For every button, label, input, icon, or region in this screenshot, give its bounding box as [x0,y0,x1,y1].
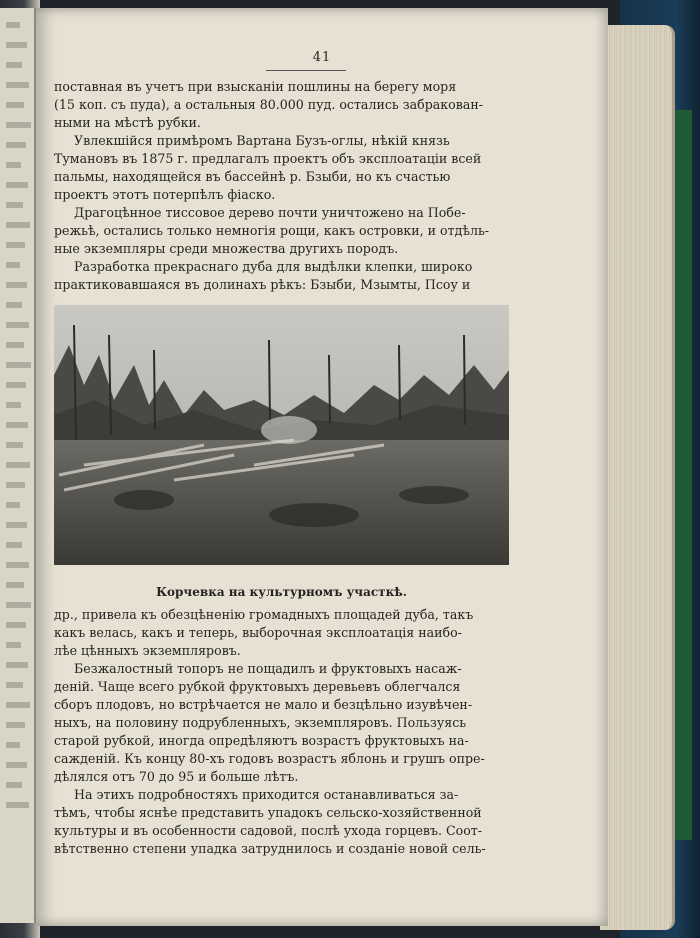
ghost-text-line [6,102,24,108]
bookmark-ribbon [674,110,692,840]
text-line: дѣлялся отъ 70 до 95 и больше лѣтъ. [54,769,299,784]
ghost-text-line [6,682,23,688]
ghost-text-line [6,662,28,668]
page-block-edges [600,25,675,930]
text-line: вѣтственно степени упадка затруднилось и созданіе новой сель- [54,841,486,856]
text-line: сажденій. Къ концу 80-хъ годовъ возрастъ яблонь и грушъ опре- [54,751,485,766]
ghost-text-line [6,502,20,508]
text-line: Разработка прекраснаго дуба для выдѣлки клепки, широко [74,259,473,274]
text-line: лѣе цѣнныхъ экземпляровъ. [54,643,241,658]
ghost-text-line [6,242,25,248]
ghost-text-line [6,382,26,388]
text-line: На этихъ подробностяхъ приходится останавливаться за- [74,787,459,802]
forest-clearing-photo [54,305,509,565]
ghost-text-line [6,642,21,648]
header-rule [266,70,346,71]
text-line: практиковавшаяся въ долинахъ рѣкъ: Бзыби, Мзымты, Псоу и [54,277,471,292]
text-line: какъ велась, какъ и теперь, выборочная эксплоатація наибо- [54,625,462,640]
ghost-text-line [6,582,24,588]
ghost-text-line [6,482,25,488]
ghost-text-line [6,262,20,268]
ghost-text-line [6,722,25,728]
text-line: Увлекшійся примѣромъ Вартана Бузъ-оглы, нѣкій князь [74,133,450,148]
text-line: (15 коп. съ пуда), а остальныя 80.000 пуд. остались забракован- [54,97,483,112]
ghost-text-line [6,522,27,528]
ghost-text-line [6,442,23,448]
ghost-text-line [6,362,31,368]
photo-caption: Корчевка на культурномъ участкѣ. [156,585,407,599]
ghost-text-line [6,162,21,168]
ghost-text-line [6,782,22,788]
ghost-text-line [6,22,20,28]
ghost-text-line [6,222,30,228]
text-line: ными на мѣстѣ рубки. [54,115,201,130]
text-line: Тумановъ въ 1875 г. предлагалъ проектъ объ эксплоатаціи всей [54,151,482,166]
ghost-text-line [6,182,28,188]
ghost-text-line [6,402,21,408]
ghost-text-line [6,622,26,628]
ghost-text-line [6,202,23,208]
ghost-text-line [6,62,22,68]
text-line: культуры и въ особенности садовой, послѣ ухода горцевъ. Соот- [54,823,483,838]
text-line: старой рубкой, иногда опредѣляютъ возрастъ фруктовыхъ на- [54,733,469,748]
text-line: Драгоцѣнное тиссовое дерево почти уничтожено на Побе- [74,205,466,220]
ghost-text-line [6,142,26,148]
ghost-text-line [6,602,31,608]
text-line: Безжалостный топоръ не пощадилъ и фруктовыхъ насаж- [74,661,462,676]
ghost-text-line [6,562,29,568]
ghost-text-line [6,122,31,128]
ghost-text-line [6,342,24,348]
text-block-bottom [54,606,524,858]
ghost-text-line [6,702,30,708]
ghost-text-line [6,422,28,428]
text-line: деній. Чаще всего рубкой фруктовыхъ деревьевъ облегчался [54,679,461,694]
text-line: поставная въ учетъ при взысканіи пошлины на берегу моря [54,79,457,94]
book-page [36,8,608,926]
text-line: др., привела къ обезцѣненію громадныхъ площадей дуба, такъ [54,607,474,622]
text-line: пальмы, находящейся въ бассейнѣ р. Бзыби, но къ счастью [54,169,451,184]
page-number: 41 [312,50,332,65]
ghost-text-line [6,462,30,468]
ghost-text-line [6,802,29,808]
ghost-text-line [6,322,29,328]
text-line: проектъ этотъ потерпѣлъ фіаско. [54,187,276,202]
text-line: ные экземпляры среди множества другихъ породъ. [54,241,399,256]
ghost-text-line [6,42,27,48]
ghost-text-line [6,282,27,288]
text-line: ныхъ, на половину подрубленныхъ, экземпляровъ. Пользуясь [54,715,467,730]
previous-page-edge [0,8,36,923]
text-line: тѣмъ, чтобы яснѣе представить упадокъ сельско-хозяйственной [54,805,482,820]
ghost-text-line [6,82,29,88]
text-line: режьѣ, остались только немногія рощи, какъ островки, и отдѣль- [54,223,490,238]
text-block-top [54,78,524,294]
text-line: сборъ плодовъ, но встрѣчается не мало и безцѣльно изувѣчен- [54,697,473,712]
ghost-text-line [6,542,22,548]
ghost-text-line [6,762,27,768]
ghost-text-line [6,742,20,748]
ghost-text-line [6,302,22,308]
